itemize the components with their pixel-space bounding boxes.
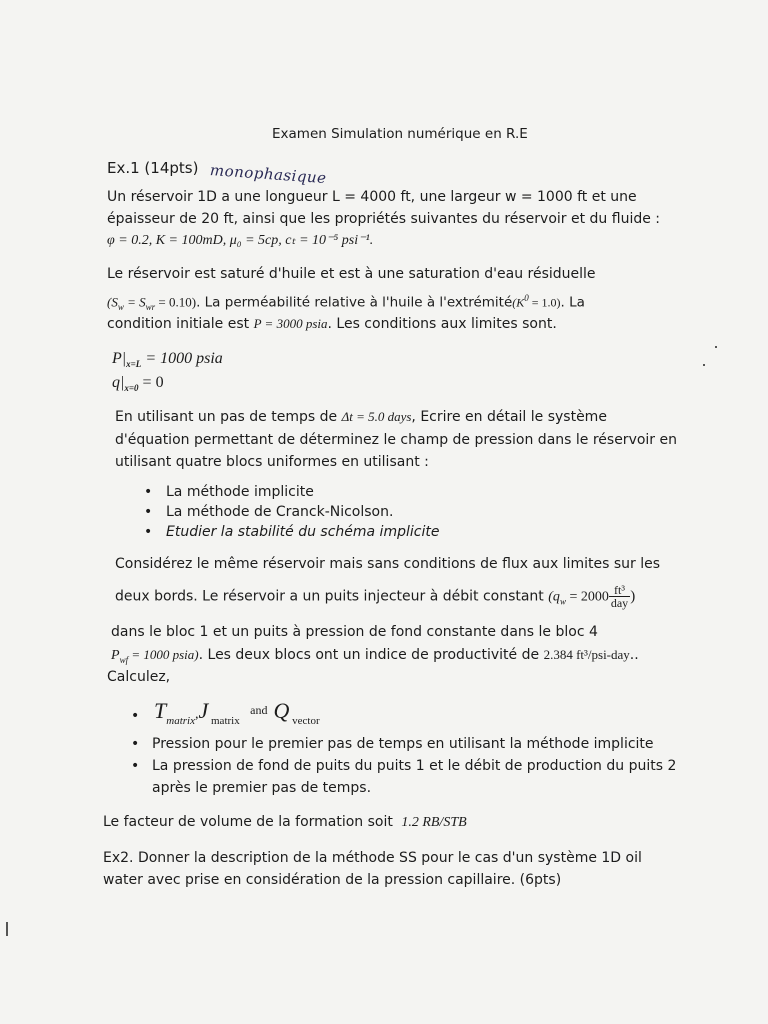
task-line-3: utilisant quatre blocs uniformes en utilisant : bbox=[115, 454, 429, 470]
rate-unit-fraction bbox=[609, 584, 630, 609]
bc1-rhs: = 1000 psia bbox=[141, 350, 223, 367]
task-text-a: En utilisant un pas de temps de bbox=[115, 409, 338, 425]
j-symbol: J bbox=[198, 698, 209, 723]
bullet-4: • bbox=[131, 708, 140, 724]
q-sub: vector bbox=[289, 715, 320, 727]
ex1-heading: Ex.1 (14pts) bbox=[107, 159, 199, 177]
scan-edge-mark bbox=[6, 922, 8, 936]
part2-text-b: . Les deux blocs ont un indice de productivité de bbox=[198, 647, 540, 663]
calc-item-pressure: Pression pour le premier pas de temps en utilisant la méthode implicite bbox=[152, 736, 654, 752]
bullet-6: • bbox=[131, 758, 140, 774]
intro-line-1: Un réservoir 1D a une longueur L = 4000 ft, une largeur w = 1000 ft et une bbox=[107, 189, 637, 205]
saturation-text: . La perméabilité relative à l'huile à l'extrémité bbox=[196, 294, 513, 311]
bullet-5: • bbox=[131, 736, 140, 752]
swr-eq: = S bbox=[123, 294, 146, 310]
sw-open: (S bbox=[107, 294, 118, 310]
bc2-lhs: q| bbox=[112, 374, 125, 391]
initial-condition-line bbox=[107, 314, 557, 334]
method-item-3: Etudier la stabilité du schéma implicite bbox=[166, 524, 440, 540]
t-sub: matrix bbox=[166, 715, 195, 727]
productivity-index: 2.384 ft³/psi-day bbox=[543, 647, 630, 662]
bc1-lhs: P| bbox=[112, 350, 127, 367]
calc-item-matrices bbox=[154, 696, 320, 730]
qw-open: (q bbox=[548, 589, 560, 605]
task-line-2: d'équation permettant de déterminez le champ de pression dans le réservoir en bbox=[115, 432, 677, 448]
saturation-line-1: Le réservoir est saturé d'huile et est à une saturation d'eau résiduelle bbox=[107, 266, 596, 282]
intro-line-2: épaisseur de 20 ft, ainsi que les propriétés suivantes du réservoir et du fluide : bbox=[107, 211, 661, 227]
bullet-1: • bbox=[144, 484, 153, 500]
ex2-line-2: water avec prise en considération de la pression capillaire. (6pts) bbox=[103, 872, 562, 888]
qw-value: = 2000 bbox=[565, 589, 609, 605]
bullet-2: • bbox=[144, 504, 153, 520]
rate-unit-den: day bbox=[610, 596, 629, 610]
part2-line-3: dans le bloc 1 et un puits à pression de fond constante dans le bloc 4 bbox=[111, 624, 598, 640]
pwf-symbol: P bbox=[111, 648, 120, 663]
task-text-b: , Ecrire en détail le système bbox=[411, 409, 607, 425]
kro-value: = 1.0) bbox=[528, 295, 561, 310]
pwf-value: = 1000 psia) bbox=[128, 647, 199, 662]
qw-sub: w bbox=[559, 596, 566, 607]
rate-unit-num: ft³ bbox=[609, 584, 630, 597]
comma-sep: , bbox=[194, 707, 199, 722]
method-item-2: La méthode de Cranck-Nicolson. bbox=[166, 504, 394, 520]
fvf-value: 1.2 RB/STB bbox=[401, 815, 467, 830]
scan-dot-1 bbox=[715, 346, 717, 348]
time-step: Δt = 5.0 days bbox=[341, 409, 412, 424]
part2-line-4 bbox=[111, 645, 639, 670]
part2-end: .. bbox=[629, 647, 639, 663]
j-sub: matrix bbox=[208, 715, 240, 727]
calculate-heading: Calculez, bbox=[107, 669, 171, 685]
pwf-sub: wf bbox=[119, 654, 129, 665]
init-text-a: condition initiale est bbox=[107, 316, 250, 332]
exam-title: Examen Simulation numérique en R.E bbox=[272, 126, 528, 142]
bc1-sub: x=L bbox=[126, 359, 142, 370]
handwritten-note: monophasique bbox=[209, 161, 328, 188]
method-item-1: La méthode implicite bbox=[166, 484, 314, 500]
calc-item-bhp-line-2: après le premier pas de temps. bbox=[152, 780, 372, 796]
fvf-text: Le facteur de volume de la formation soit bbox=[103, 814, 393, 830]
saturation-end: . La bbox=[560, 294, 585, 311]
properties-formula: φ = 0.2, K = 100mD, μ₀ = 5cp, cₜ = 10⁻⁵ psi⁻¹. bbox=[107, 233, 374, 248]
swr-value: = 0.10) bbox=[155, 294, 197, 310]
ex2-line-1: Ex2. Donner la description de la méthode SS pour le cas d'un système 1D oil bbox=[103, 850, 642, 866]
calc-item-bhp-line-1: La pression de fond de puits du puits 1 et le débit de production du puits 2 bbox=[152, 758, 677, 774]
qw-close: ) bbox=[630, 588, 636, 605]
part2-line-1: Considérez le même réservoir mais sans conditions de flux aux limites sur les bbox=[115, 556, 661, 572]
task-line-1 bbox=[115, 407, 607, 427]
bc2-sub: x=0 bbox=[124, 383, 139, 394]
scan-dot-2 bbox=[703, 364, 705, 366]
part2-line-2 bbox=[115, 584, 635, 611]
boundary-condition-1 bbox=[112, 349, 223, 374]
t-symbol: T bbox=[154, 698, 167, 723]
part2-text-a: deux bords. Le réservoir a un puits injecteur à débit constant bbox=[115, 588, 544, 605]
saturation-line-2: $(S_w = S_{wr} = 0.10)$. La perméabilité relative à l'huile à $l'extrémité(K^0 = 1.0)$. La bbox=[107, 293, 585, 313]
q-symbol: Q bbox=[273, 698, 290, 723]
fvf-line bbox=[103, 812, 467, 833]
bc2-rhs: = 0 bbox=[138, 374, 164, 391]
boundary-condition-2 bbox=[112, 373, 164, 398]
init-text-b: . Les conditions aux limites sont. bbox=[327, 316, 557, 332]
init-pressure: P = 3000 psia bbox=[253, 316, 328, 331]
kro-open: (K bbox=[512, 295, 525, 310]
bullet-3: • bbox=[144, 524, 153, 540]
and-word: and bbox=[250, 703, 268, 717]
